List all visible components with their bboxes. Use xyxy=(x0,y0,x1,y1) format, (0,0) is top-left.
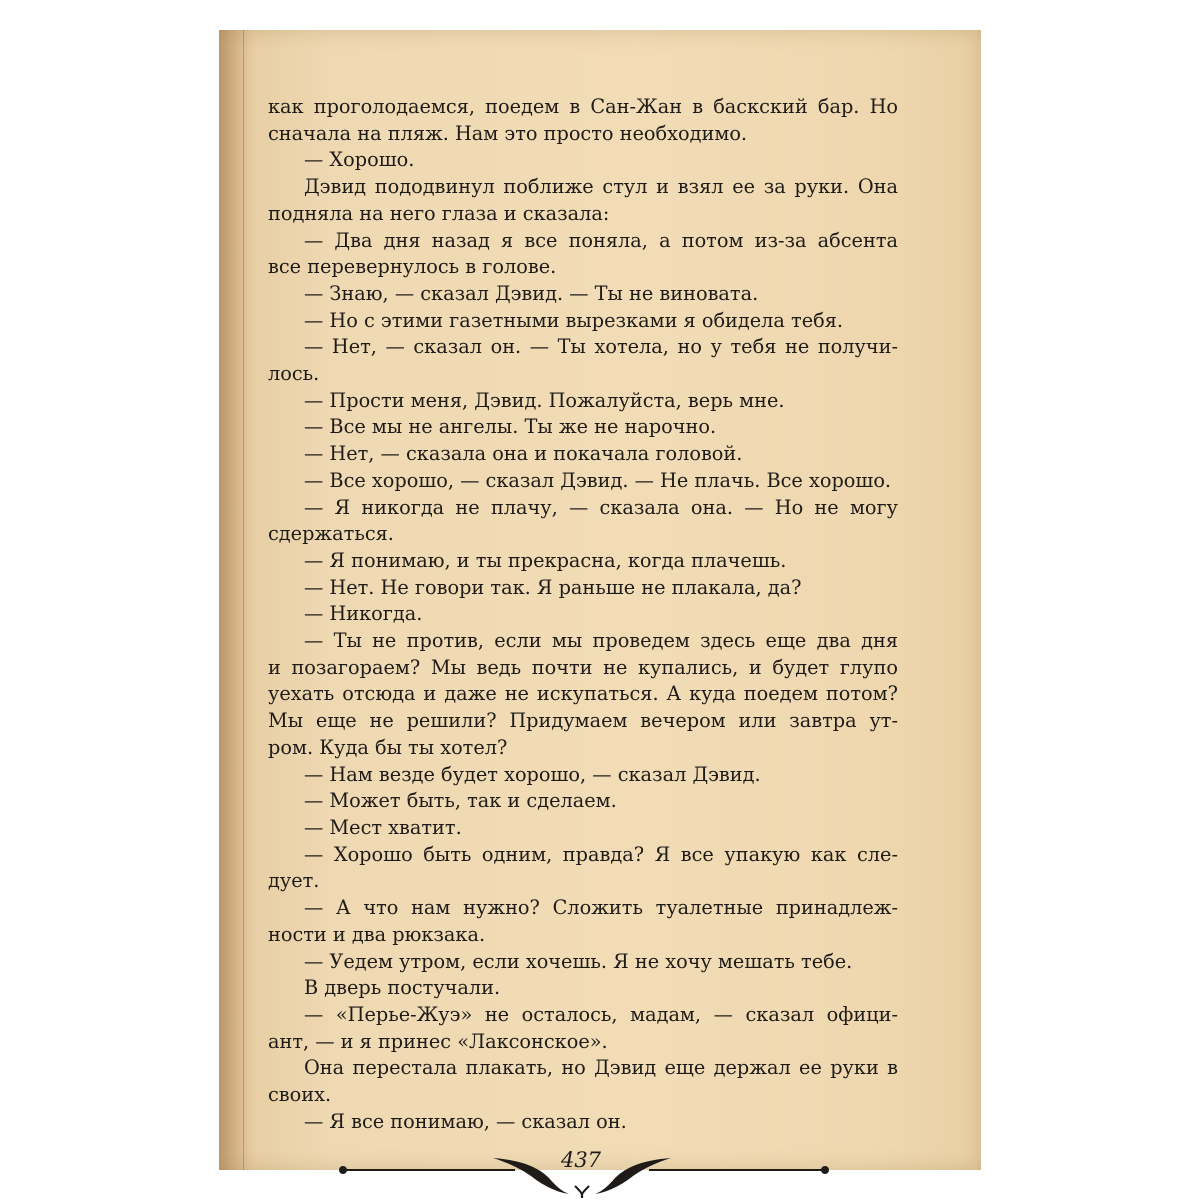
text-line: уехать отсюда и даже не искупаться. А куда поедем потом? xyxy=(268,682,898,706)
text-line: как проголодаемся, поедем в Сан-Жан в баскский бар. Но xyxy=(268,95,898,118)
text-line: — Нам везде будет хорошо, — сказал Дэвид. xyxy=(304,762,761,786)
text-line: — Но с этими газетными вырезками я обидела тебя. xyxy=(304,308,844,332)
text-line: — Никогда. xyxy=(304,602,423,626)
text-line: В дверь постучали. xyxy=(304,976,501,1000)
text-line: дует. xyxy=(268,869,320,893)
text-line: все перевернулось в голове. xyxy=(268,255,557,279)
text-line: — Хорошо. xyxy=(304,148,415,172)
text-line: — Два дня назад я все поняла, а потом из-за абсента xyxy=(304,228,898,252)
text-line: — Ты не против, если мы проведем здесь еще два дня xyxy=(304,629,898,653)
text-line: ности и два рюкзака. xyxy=(268,922,486,946)
text-line: — Прости меня, Дэвид. Пожалуйста, верь мне. xyxy=(304,388,785,412)
book-page xyxy=(219,30,981,1170)
text-line: — Хорошо быть одним, правда? Я все упакую как сле- xyxy=(304,842,898,866)
text-line: своих. xyxy=(268,1083,332,1107)
text-line: — Я никогда не плачу, — сказала она. — Но не могу xyxy=(304,495,898,519)
text-line: сначала на пляж. Нам это просто необходимо. xyxy=(268,121,748,145)
text-line: — Я понимаю, и ты прекрасна, когда плачешь. xyxy=(304,548,787,572)
text-line: и позагораем? Мы ведь почти не купались, и будет глупо xyxy=(268,655,898,679)
page-gutter-shadow xyxy=(219,30,253,1170)
text-line: подняла на него глаза и сказала: xyxy=(268,201,610,225)
text-line: — Нет, — сказала она и покачала головой. xyxy=(304,442,743,466)
text-line: — Нет, — сказал он. — Ты хотела, но у тебя не получи- xyxy=(304,335,898,359)
page-footer xyxy=(219,1148,981,1198)
text-line: лось. xyxy=(268,362,320,386)
text-line: — Может быть, так и сделаем. xyxy=(304,789,617,813)
text-line: — Я все понимаю, — сказал он. xyxy=(304,1109,627,1133)
text-line: — «Перье-Жуэ» не осталось, мадам, — сказал офици- xyxy=(304,1002,898,1026)
text-line: — Уедем утром, если хочешь. Я не хочу мешать тебе. xyxy=(304,949,853,973)
text-line: — Все хорошо, — сказал Дэвид. — Не плачь. Все хорошо. xyxy=(304,468,892,492)
text-line: — Мест хватит. xyxy=(304,815,462,839)
text-line: — Все мы не ангелы. Ты же не нарочно. xyxy=(304,415,717,439)
text-line: — А что нам нужно? Сложить туалетные принадлеж- xyxy=(304,896,898,920)
text-line: сдержаться. xyxy=(268,522,394,546)
page-body-text xyxy=(268,94,898,1135)
text-line: Мы еще не решили? Придумаем вечером или завтра ут- xyxy=(268,709,898,733)
text-line: Она перестала плакать, но Дэвид еще держал ее руки в xyxy=(304,1056,898,1080)
text-line: Дэвид пододвинул поближе стул и взял ее за руки. Она xyxy=(304,175,898,199)
page-number: 437 xyxy=(560,1148,602,1172)
page-fold-line xyxy=(243,30,244,1170)
text-line: — Нет. Не говори так. Я раньше не плакала, да? xyxy=(304,575,802,599)
text-line: — Знаю, — сказал Дэвид. — Ты не виновата. xyxy=(304,281,759,305)
text-line: ром. Куда бы ты хотел? xyxy=(268,735,508,759)
text-line: ант, — и я принес «Лаксонское». xyxy=(268,1029,608,1053)
